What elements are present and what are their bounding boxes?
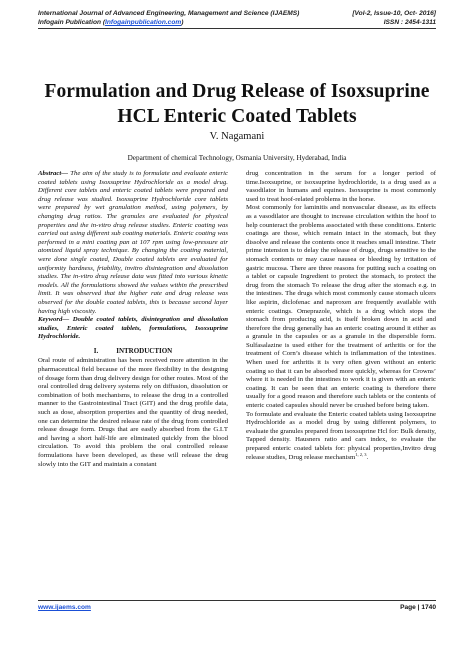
keywords-label: Keyword— bbox=[38, 316, 70, 324]
objective-paragraph: To formulate and evaluate the Enteric coated tablets using Isoxsuprine Hydrochloride as a model drug by using different polymers, to evaluate the granules prepared from isoxsuprine Hcl for: Bulk density, Tapped density. Hausners ratio and cars index, to evaluate the prepared enteric coated tablets for: physical properties,Invitro drug release studies, Drug release mechanism$^{1, 2, 3}$. bbox=[246, 410, 437, 461]
right-column bbox=[246, 170, 436, 462]
journal-header bbox=[38, 9, 436, 27]
header-rule bbox=[38, 28, 436, 29]
keywords bbox=[38, 316, 228, 342]
volume-issue: [Vol-2, Issue-10, Oct- 2016] bbox=[352, 10, 436, 17]
keywords-text: Double coated tablets, disintegration and dissolution studies, Enteric coated tablets, formulations, Isoxsuprine Hydrochloride. bbox=[38, 316, 228, 341]
page-footer bbox=[38, 604, 436, 611]
section-heading: I. INTRODUCTION bbox=[93, 346, 173, 355]
footer-rule bbox=[38, 600, 436, 601]
paper-title: Formulation and Drug Release of Isoxsuprine HCL Enteric Coated Tablets bbox=[44, 81, 430, 127]
abstract-label: Abstract— bbox=[38, 170, 69, 177]
body-paragraph: Most commonly for laminitis and nonvascular disease, as its effects as a vasodilator are thought to increase circulation within the hoof to help counteract the problems associated with these conditions. Enteric coatings are those, which remain intact in the stomach, but they dissolve and release the contents once it reaches small intestine. Their prime intension is to delay the release of drugs, drugs sensitive to the stomach contents or may cause nausea or bleeding by irritation of gastric mucosa. There are three reasons for putting such a coating on a tablet or capsule Ingredient to protect the stomach, to protect the drug from the stomach To release the drug after the stomach e.g. in the intestines. The drugs which most commonly cause stomach ulcers like aspirin, diclofenac and naproxen are frequently available with enteric coatings. Omeprazole, which is a drug which stops the stomach from producing acid, is itself broken down in acid and therefore the drug generally has an enteric coating around it either as a granule in the capsules or as a granule in the dispersible form. Sulfasalazine is used either for the treatment of arthritis or for the treatment of Corn’s disease which is inflammation of the intestines. When used for arthritis it is very often given without an enteric coating so that it can be absorbed more quickly, whereas for Crowns’ where it is needed in the intestines to work it is given with an enteric coating. It can be seen that an enteric coating is therefore there usually for a good reason and therefore such tablets or the contents of enteric coated capsules should never be crushed before being taken. bbox=[246, 204, 436, 410]
journal-url-link[interactable]: www.ijaems.com bbox=[38, 604, 91, 611]
publisher-link[interactable]: Infogainpublication.com bbox=[105, 19, 182, 26]
journal-name: International Journal of Advanced Engineering, Management and Science (IJAEMS) bbox=[38, 10, 300, 17]
author-name: V. Nagamani bbox=[209, 131, 265, 142]
intro-paragraph: Oral route of administration has been received more attention in the pharmaceutical field because of the more flexibility in the designing of dosage form than drug delivery design for other routes. Most of the oral controlled drug delivery systems rely on diffusion, dissolution or combination of both mechanisms, to release the drug in a controlled manner to the Gastrointestinal Tract (GIT) and the drug profile data, such as dose, absorption properties and the quantity of drug needed, one can determine the desired release rate of the drug from controlled release dosage form. Drugs that are easily absorbed from the G.I.T and having a short half-life are eliminated quickly from the blood circulation. To avoid this problem the oral controlled release formulations have been developed, as these will release the drug slowly into the GIT and maintain a constant bbox=[38, 357, 228, 468]
abstract bbox=[38, 170, 228, 316]
abstract-text: The aim of the study is to formulate and evaluate enteric coated tablets using Isoxsuprine Hydrochloride as a model drug. Different core tablets and enteric coated tablets were prepared and drug release was studied. Isoxsuprine Hydrochloride core tablets were prepared by wet granulation method, using polymers, by changing drug ratios. The granules are evaluated for physical properties and the in-vitro drug release studies. Enteric coating was carried out using different sub coating materials. Enteric coating was performed in a mini coating pan at 107 rpm using low-pressure air atomized liquid spray technique. By changing the coating material, were done single coated, Double coated tablets are evaluated for uniformity hardness, friability, invitro disintegration and dissolution studies. The in-vitro drug release data was fitted into various kinetic models. All the formulations showed the values within the prescribed limit. It was observed that the higher rate and drug release was observed for the double coated tablets, this is because second layer having high viscosity. bbox=[38, 170, 228, 315]
reference-marker[interactable]: 1, 2, 3 bbox=[355, 451, 367, 457]
left-column bbox=[38, 170, 228, 469]
publisher: Infogain Publication (Infogainpublication.com) bbox=[38, 19, 184, 26]
page-number: Page | 1740 bbox=[400, 604, 436, 611]
affiliation: Department of chemical Technology, Osmania University, Hyderabad, India bbox=[127, 154, 347, 162]
body-paragraph: drug concentration in the serum for a longer period of time.Isoxsuprine, or isoxsuprine hydrochloride, is a drug used as a vasodilator in humans and equines. Isoxsuprine is most commonly used to treat hoof-related problems in the horse. bbox=[246, 170, 436, 203]
issn: ISSN : 2454-1311 bbox=[383, 19, 436, 26]
